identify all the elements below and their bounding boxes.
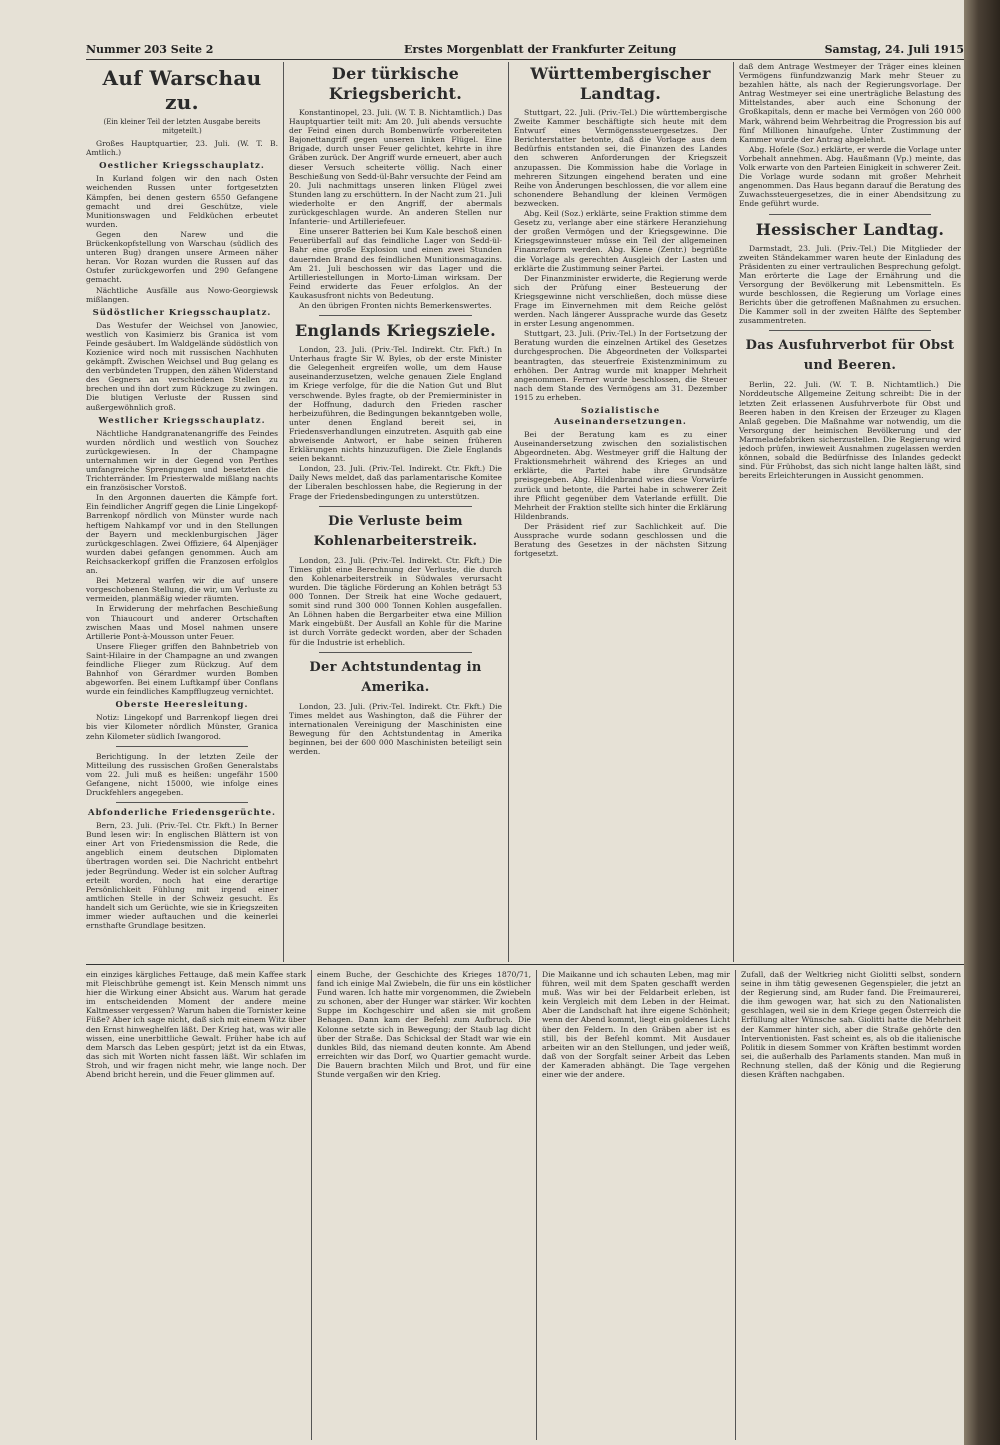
section-heading: Sozialistische Auseinandersetzungen. — [554, 406, 687, 427]
paragraph: Der Präsident rief zur Sachlichkeit auf. Die Aussprache wurde sodann geschlossen und die Beratung des Gesetzes in der nächsten Sitzung fortgesetzt. — [514, 521, 727, 559]
issue-number: Nummer 203 Seite 2 — [86, 43, 214, 56]
paragraph: Stuttgart, 22. Juli. (Priv.-Tel.) Die württembergische Zweite Kammer beschäftigte sich heute mit dem Entwurf eines Vermögenssteuergesetzes. Der Berichterstatter betonte, daß die Vorlage aus dem Bedürfnis entstanden sei, die Finanzen des Landes den schweren Anforderungen der Kriegszeit anzupassen. Die Kommission habe die Vorlage in mehreren Sitzungen eingehend beraten und eine Reihe von Änderungen beschlossen, die vor allem eine schonendere Behandlung der kleinen Vermögen bezwecken. — [514, 108, 727, 208]
column-rule — [733, 62, 734, 962]
paragraph: daß dem Antrage Westmeyer der Träger eines kleinen Vermögens fünfundzwanzig Mark mehr Steuer zu bezahlen hätte, als nach der Regierungsvorlage. Der Antrag Westmeyer sei eine unerträgliche Belastung des Mittelstandes, aber auch eine Schonung der Großkapitals, denn er mache bei Vermögen von 260 000 Mark, während beim Wehrbeitrag die Progression bis auf fünf Millionen hinaufgehe. Unter Zustimmung der Kammer wurde der Antrag abgelehnt. — [739, 62, 961, 144]
section-heading: Abfonderliche Friedensgerüchte. — [87, 808, 277, 819]
paragraph: Gegen den Narew und die Brückenkopfstellung von Warschau (südlich des unteren Bug) drangen unsere Armeen näher heran. Vor Rozan wurden die Russen auf das Ostufer zurückgeworfen und 290 Gefangene gemacht. — [86, 229, 278, 285]
section-heading: Oestlicher Kriegsschauplatz. — [99, 161, 265, 172]
article-title: Hessischer Landtag. — [755, 219, 945, 239]
article-title: Die Verluste beim Kohlenarbeiterstreik. — [313, 513, 478, 549]
section-heading: Südöstlicher Kriegsschauplatz. — [92, 307, 272, 318]
divider — [319, 315, 472, 316]
paragraph: In Kurland folgen wir den nach Osten weichenden Russen unter fortgesetzten Kämpfen, bei denen gestern 6550 Gefangene gemacht und drei Geschütze, viele Munitionswagen und Feldküchen erbeutet wurden. — [86, 174, 278, 229]
feuilleton-rule — [86, 964, 964, 965]
feuilleton-column-1 — [86, 970, 306, 1440]
column-4 — [739, 62, 961, 962]
paragraph: London, 23. Juli. (Priv.-Tel. Indirekt. Ctr. Fkft.) Die Times meldet aus Washington, daß die Führer der internationalen Vereinigung der Maschinisten eine Bewegung für den Achtstundentag in Amerika beginnen, bei der 600 000 Maschinisten beteiligt sein werden. — [289, 701, 502, 757]
article-title: Das Ausfuhrverbot für Obst und Beeren. — [745, 338, 955, 374]
section-heading: Westlicher Kriegsschauplatz. — [98, 415, 266, 426]
column-1 — [86, 62, 278, 962]
paragraph: London, 23. Juli. (Priv.-Tel. Indirekt. Ctr. Fkft.) Die Daily News meldet, daß das parlamentarische Komitee der Liberalen beschlossen habe, die Regierung in der Frage der Friedensbedingungen zu unterstützen. — [289, 464, 502, 501]
divider — [319, 652, 472, 653]
paragraph: Nächtliche Ausfälle aus Nowo-Georgiewsk mißlangen. — [86, 285, 278, 304]
paragraph: Berichtigung. In der letzten Zeile der Mitteilung des russischen Großen Generalstabs vom 22. Juli muß es heißen: ungefähr 1500 Gefangene, nicht 15000, wie infolge eines Druckfehlers angegeben. — [86, 751, 278, 797]
masthead — [86, 43, 964, 60]
paragraph: Notiz: Lingekopf und Barrenkopf liegen drei bis vier Kilometer nördlich Münster, Granica zehn Kilometer südlich Iwangorod. — [86, 713, 278, 741]
paragraph: In Erwiderung der mehrfachen Beschießung von Thiaucourt und anderer Ortschaften zwischen Maas und Mosel nahmen unsere Artillerie Pont-à-Mousson unter Feuer. — [86, 604, 278, 641]
paragraph: einem Buche, der Geschichte des Krieges 1870/71, fand ich einige Mal Zwiebeln, die für uns ein köstlicher Fund waren. Ich hatte mir vorgenommen, die Zwiebeln zu schonen, aber der Hunger war stärker. Wir kochten Suppe im Kochgeschirr und aßen sie mit großem Behagen. Dann kam der Befehl zum Aufbruch. Die Kolonne setzte sich in Bewegung; der Staub lag dicht über der Straße. Das Schicksal der Stadt war wie ein dunkles Bild, das niemand deuten konnte. Am Abend erreichten wir das Dorf, wo Quartier gemacht wurde. Die Bauern brachten Milch und Brot, und für eine Stunde vergaßen wir den Krieg. — [317, 970, 531, 1080]
paragraph: Nächtliche Handgranatenangriffe des Feindes wurden nördlich und westlich von Souchez zurückgewiesen. In der Champagne unternahmen wir in der Gegend von Perthes umfangreiche Sprengungen und besetzten die Trichterränder. Im Priesterwalde mißlang nachts ein französischer Vorstoß. — [86, 428, 278, 493]
column-rule — [311, 970, 312, 1440]
paragraph: In den Argonnen dauerten die Kämpfe fort. Ein feindlicher Angriff gegen die Linie Lingekopf-Barrenkopf nördlich von Münster wurde nach heftigem Nahkampf vor und in den Stellungen der Bayern und mecklenburgischen Jäger zurückgeschlagen. Zwei Offiziere, 64 Alpenjäger wurden dabei gefangen genommen. Auch am Reichsackerkopf griffen die Franzosen erfolglos an. — [86, 493, 278, 576]
paragraph: Konstantinopel, 23. Juli. (W. T. B. Nichtamtlich.) Das Hauptquartier teilt mit: Am 20. Juli abends versuchte der Feind einen durch Bombenwürfe vorbereiteten Bajonettangriff gegen unseren linken Flügel. Eine Brigade, durch unser Feuer gelichtet, kehrte in ihre Gräben zurück. Der Angriff wurde erneuert, aber auch dieser Versuch scheiterte völlig. Nach einer Beschießung von Sedd-ül-Bahr versuchte der Feind am 20. Juli nachmittags unseren linken Flügel zwei Stunden lang zu erschüttern. In der Nacht zum 21. Juli wiederholte er den Angriff, der abermals zurückgeschlagen wurde. An anderen Stellen nur Infanterie- und Artilleriefeuer. — [289, 108, 502, 227]
divider — [319, 506, 472, 507]
article-title: Der Achtstundentag in Amerika. — [309, 659, 482, 695]
paragraph: Darmstadt, 23. Juli. (Priv.-Tel.) Die Mitglieder der zweiten Ständekammer waren heute der Einladung des Präsidenten zu einer vertraulichen Besprechung gefolgt. Man erörterte die Lage der Ernährung und die Versorgung der Bevölkerung mit Lebensmitteln. Es wurde beschlossen, die Regierung um Vorlage eines Berichts über die getroffenen Maßnahmen zu ersuchen. Die Kammer soll in der zweiten Hälfte des September zusammentreten. — [739, 243, 961, 326]
divider — [769, 214, 931, 215]
paragraph: Der Finanzminister erwiderte, die Regierung werde sich der Prüfung einer Besteuerung der Kriegsgewinne nicht verschließen, doch müsse diese Frage im Einvernehmen mit dem Reiche gelöst werden. Nach längerer Aussprache wurde das Gesetz in erster Lesung angenommen. — [514, 273, 727, 329]
column-2 — [289, 62, 502, 962]
article-note: (Ein kleiner Teil der letzten Ausgabe bereits mitgeteilt.) — [103, 118, 261, 136]
issue-date: Samstag, 24. Juli 1915 — [824, 43, 964, 56]
dateline: Großes Hauptquartier, 23. Juli. (W. T. B. Amtlich.) — [86, 139, 278, 158]
paragraph: Bern, 23. Juli. (Priv.-Tel. Ctr. Fkft.) In Berner Bund lesen wir: In englischen Blättern ist von einer Art von Friedensmission die Rede, die angeblich einem deutschen Diplomaten übertragen worden sei. Die Nachricht entbehrt jeder Begründung. Weder ist ein solcher Auftrag erteilt worden, noch hat eine derartige Persönlichkeit Fühlung mit irgend einer amtlichen Stelle in der Schweiz gesucht. Es handelt sich um Gerüchte, wie sie in Kriegszeiten immer wieder auftauchen und die keinerlei ernsthafte Grundlage besitzen. — [86, 821, 278, 931]
divider — [116, 802, 248, 803]
article-title: Englands Kriegsziele. — [294, 321, 497, 341]
paragraph: Bei Metzeral warfen wir die auf unsere vorgeschobenen Stellung, die wir, um Verluste zu vermeiden, planmäßig wieder räumten. — [86, 576, 278, 604]
feuilleton-column-3 — [542, 970, 730, 1440]
paragraph: Zufall, daß der Weltkrieg nicht Giolitti selbst, sondern seine in ihm tätig gewesenen Gegenspieler, die jetzt an der Regierung sind, am Ruder fand. Die Freimaurerei, die ihm gewogen war, hat sich zu den Nationalisten geschlagen, weil sie in dem Kriege gegen Österreich die Erfüllung alter Wünsche sah. Giolitti hatte die Mehrheit der Kammer hinter sich, aber die Straße gehörte den Interventionisten. Fast scheint es, als ob die italienische Politik in diesem Sommer von Kräften bestimmt worden sei, die außerhalb des Parlaments standen. Man muß in Rechnung stellen, daß der König und die Regierung diesen Kräften nachgaben. — [741, 970, 961, 1080]
column-rule — [508, 62, 509, 962]
paragraph: Berlin, 22. Juli. (W. T. B. Nichtamtlich.) Die Norddeutsche Allgemeine Zeitung schreibt: Die in der letzten Zeit erlassenen Ausfuhrverbote für Obst und Beeren haben in den Kreisen der Erzeuger zu Klagen Anlaß gegeben. Die Maßnahme war notwendig, um die Versorgung der heimischen Bevölkerung und der Marmeladefabriken sicherzustellen. Die Regierung wird jedoch prüfen, inwieweit Ausnahmen zugelassen werden können, sobald die Bedürfnisse des Inlandes gedeckt sind. Für Frühobst, das sich nicht lange halten läßt, sind bereits Erleichterungen in Aussicht genommen. — [739, 380, 961, 481]
paragraph: Eine unserer Batterien bei Kum Kale beschoß einen Feuerüberfall auf das feindliche Lager von Sedd-ül-Bahr eine große Explosion und einen zwei Stunden dauernden Brand des feindlichen Munitionsmagazins. Am 21. Juli beschossen wir das Lager und die Artilleriestellungen in Morto-Liman wirksam. Der Feind erwiderte das Feuer erfolglos. An der Kaukasusfront nichts von Bedeutung. — [289, 227, 502, 300]
article-title: Der türkische Kriegsbericht. — [328, 64, 463, 103]
article-title: Auf Warschau zu. — [102, 66, 262, 114]
divider — [116, 746, 248, 747]
paragraph: Das Westufer der Weichsel von Janowiec, westlich von Kasimierz bis Granica ist vom Feinde gesäubert. Im Waldgelände südöstlich von Kozienice wird noch mit russischen Nachhuten gekämpft. Zwischen Weichsel und Bug gelang es den verbündeten Truppen, den zähen Widerstand des Gegners an verschiedenen Stellen zu brechen und ihn dort zum Rückzuge zu zwingen. Die blutigen Verluste der Russen sind außergewöhnlich groß. — [86, 320, 278, 412]
feuilleton-column-2 — [317, 970, 531, 1440]
column-rule — [283, 62, 284, 962]
paragraph: Abg. Hofele (Soz.) erklärte, er werde die Vorlage unter Vorbehalt annehmen. Abg. Haußmann (Vp.) meinte, das Volk erwarte von den Parteien Einigkeit in schwerer Zeit. Die Vorlage wurde sodann mit großer Mehrheit angenommen. Das Haus begann darauf die Beratung des Zuwachssteuergesetzes, die in einer Abendsitzung zu Ende geführt wurde. — [739, 144, 961, 209]
paragraph: London, 23. Juli. (Priv.-Tel. Indirekt. Ctr. Fkft.) In Unterhaus fragte Sir W. Byles, ob der erste Minister die Gelegenheit ergreifen wolle, um dem Hause auseinanderzusetzen, welche genauen Ziele England im Kriege verfolge, für die die Nation Gut und Blut verschwende. Byles fragte, ob der Premierminister in der Hoffnung, dadurch den Frieden rascher herbeizuführen, die Bedingungen bekanntgeben wolle, unter denen England bereit sei, in Friedensverhandlungen einzutreten. Asquith gab eine abweisende Antwort, er habe seinen früheren Erklärungen nichts hinzuzufügen. Die Ziele Englands seien bekannt. — [289, 345, 502, 464]
article-title: Württembergischer Landtag. — [530, 64, 711, 103]
paragraph: London, 23. Juli. (Priv.-Tel. Indirekt. Ctr. Fkft.) Die Times gibt eine Berechnung der Verluste, die durch den Kohlenarbeiterstreik in Südwales verursacht wurden. Die tägliche Förderung an Kohlen beträgt 53 000 Tonnen. Der Streik hat eine Woche gedauert, somit sind rund 300 000 Tonnen Kohlen ausgefallen. An Löhnen haben die Bergarbeiter etwa eine Million Mark eingebüßt. Der Ausfall an Kohle für die Marine ist durch Vorräte gedeckt worden, aber der Schaden für die Industrie ist erheblich. — [289, 555, 502, 647]
book-binding-edge — [964, 0, 1000, 1445]
column-3 — [514, 62, 727, 962]
paragraph: Stuttgart, 23. Juli. (Priv.-Tel.) In der Fortsetzung der Beratung wurden die einzelnen Artikel des Gesetzes durchgesprochen. Die Abgeordneten der Volkspartei beantragten, das steuerfreie Existenzminimum zu erhöhen. Der Antrag wurde mit knapper Mehrheit angenommen. Ferner wurde beschlossen, die Steuer nach dem Stande des Vermögens am 31. Dezember 1915 zu erheben. — [514, 329, 727, 402]
paragraph: Unsere Flieger griffen den Bahnbetrieb von Saint-Hilaire in der Champagne an und zwangen feindliche Flieger zum Rückzug. Auf dem Bahnhof von Gérardmer wurden Bomben abgeworfen. Bei einem Luftkampf über Conflans wurde ein feindliches Kampfflugzeug vernichtet. — [86, 641, 278, 697]
paragraph: An den übrigen Fronten nichts Bemerkenswertes. — [299, 300, 492, 310]
paragraph: Die Maikanne und ich schauten Leben, mag mir führen, weil mit dem Spaten geschafft werden muß. Was wir bei der Feldarbeit erleben, ist kein Vergleich mit dem Leben in der Heimat. Aber die Landschaft hat ihre eigene Schönheit; wenn der Abend kommt, liegt ein goldenes Licht über den Feldern. In den Gräben aber ist es still, bis der Befehl kommt. Mit Ausdauer arbeiten wir an den Stellungen, und jeder weiß, daß von der Sorgfalt seiner Arbeit das Leben der Kameraden abhängt. Die Tage vergehen einer wie der andere. — [542, 970, 730, 1080]
paragraph: ein einziges kärgliches Fettauge, daß mein Kaffee stark mit Fleischbrühe gemengt ist. Kein Mensch nimmt uns hier die Wirkung einer Absicht aus. Warum hat gerade im entscheidenden Moment der andere meine Kaltmesser vergessen? Warum haben die Tornister keine Füße? Aber ich sage nicht, daß sich mit einem Witz über den Ernst hinweghelfen läßt. Der Krieg hat, was wir alle wissen, eine unerbittliche Gewalt. Früher habe ich auf dem Marsch das Leben gespürt; jetzt ist da ein Etwas, das sich mit Worten nicht fassen läßt. Wir schlafen im Stroh, und wir fragen nicht mehr, wie lange noch. Der Abend bricht herein, und die Feuer glimmen auf. — [86, 970, 306, 1080]
column-rule — [735, 970, 736, 1440]
paragraph: Bei der Beratung kam es zu einer Auseinandersetzung zwischen den sozialistischen Abgeordneten. Abg. Westmeyer griff die Haltung der Fraktionsmehrheit während des Krieges an und erklärte, die Partei habe ihre Grundsätze preisgegeben. Abg. Hildenbrand wies diese Vorwürfe zurück und betonte, die Partei habe in schwerer Zeit ihre Pflicht gegenüber dem Vaterlande erfüllt. Die Mehrheit der Fraktion stellte sich hinter die Erklärung Hildenbrands. — [514, 430, 727, 521]
divider — [769, 330, 931, 331]
column-rule — [536, 970, 537, 1440]
signature: Oberste Heeresleitung. — [115, 700, 249, 711]
newspaper-name: Erstes Morgenblatt der Frankfurter Zeitung — [404, 43, 677, 56]
paragraph: Abg. Keil (Soz.) erklärte, seine Fraktion stimme dem Gesetz zu, verlange aber eine stärkere Heranziehung der großen Vermögen und der Kriegsgewinne. Die Kriegsgewinnsteuer müsse ein Teil der allgemeinen Finanzreform werden. Abg. Kiene (Zentr.) begrüßte die Vorlage als gerechten Ausgleich der Lasten und erklärte die Zustimmung seiner Partei. — [514, 209, 727, 273]
feuilleton-column-4 — [741, 970, 961, 1440]
